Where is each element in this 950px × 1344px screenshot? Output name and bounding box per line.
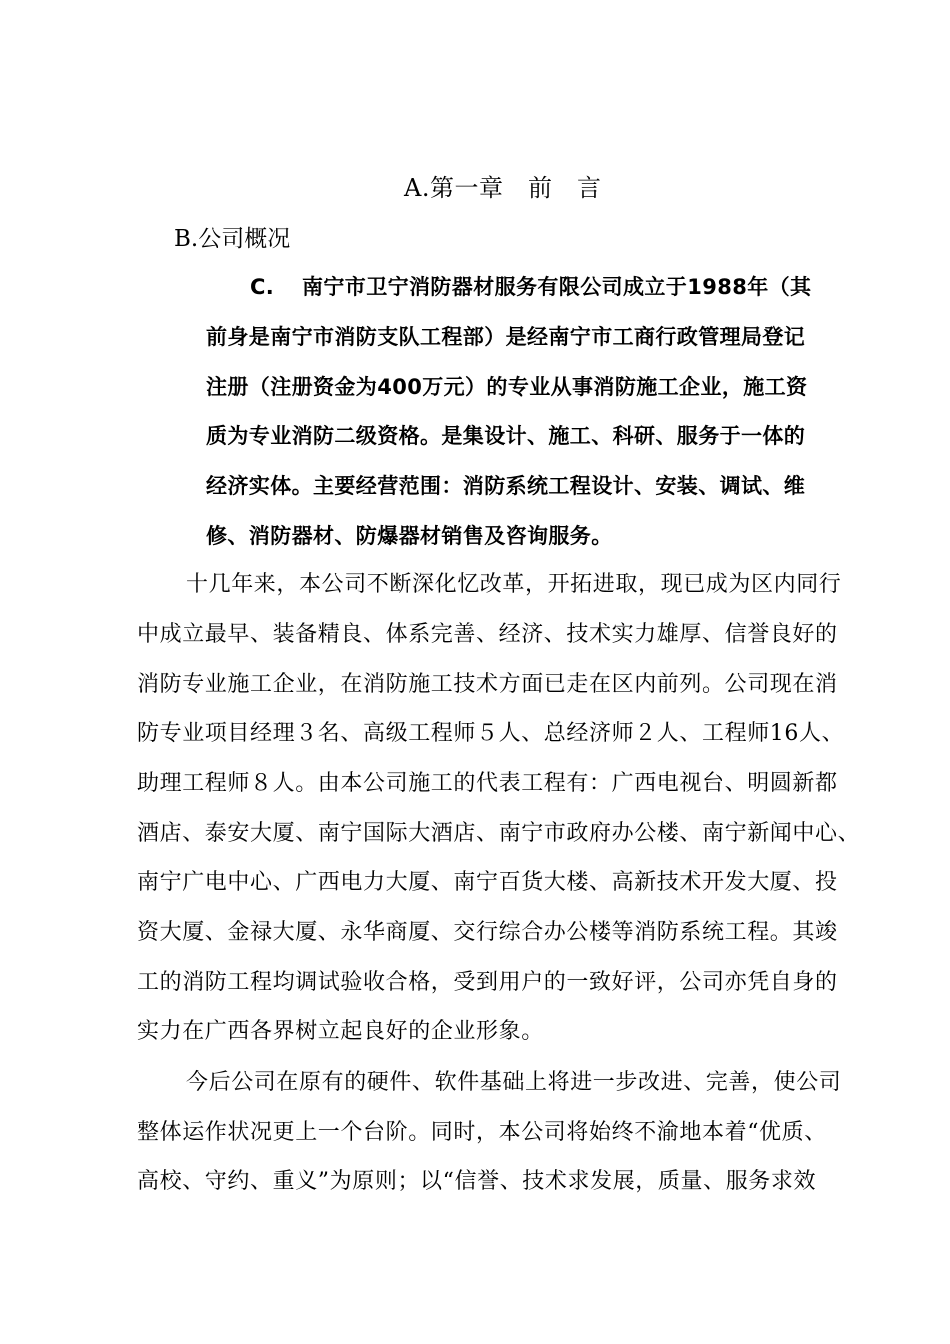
future-line-2: 整体运作状况更上一个台阶。同时，本公司将始终不渝地本着“优质、	[137, 1120, 827, 1145]
history-line-2: 中成立最早、装备精良、体系完善、经济、技术实力雄厚、信誉良好的	[137, 622, 838, 647]
history-line-3: 消防专业施工企业，在消防施工技术方面已走在区内前列。公司现在消	[137, 672, 838, 697]
history-line-9: 工的消防工程均调试验收合格，受到用户的一致好评，公司亦凭自身的	[137, 970, 838, 995]
history-line-8: 资大厦、金禄大厦、永华商厦、交行综合办公楼等消防系统工程。其竣	[137, 920, 838, 945]
history-line-4: 防专业项目经理３名、高级工程师５人、总经济师２人、工程师16人、	[137, 721, 845, 746]
history-line-6: 酒店、泰安大厦、南宁国际大酒店、南宁市政府办公楼、南宁新闻中心、	[137, 821, 861, 846]
intro-line-5: 经济实体。主要经营范围：消防系统工程设计、安装、调试、维	[206, 474, 806, 498]
intro-line-3: 注册（注册资金为400万元）的专业从事消防施工企业，施工资	[206, 375, 808, 399]
history-line-7: 南宁广电中心、广西电力大厦、南宁百货大楼、高新技术开发大厦、投	[137, 870, 838, 895]
future-line-1: 今后公司在原有的硬件、软件基础上将进一步改进、完善，使公司	[186, 1070, 842, 1095]
intro-line-1	[250, 272, 811, 302]
history-line-1: 十几年来，本公司不断深化忆改革，开拓进取，现已成为区内同行	[186, 572, 842, 597]
chapter-title: A.第一章 前 言	[404, 174, 602, 202]
history-line-5: 助理工程师８人。由本公司施工的代表工程有：广西电视台、明圆新都	[137, 771, 838, 796]
intro-line-4: 质为专业消防二级资格。是集设计、施工、科研、服务于一体的	[206, 424, 806, 448]
history-line-10: 实力在广西各界树立起良好的企业形象。	[137, 1019, 544, 1044]
intro-line-text: 南宁市卫宁消防器材服务有限公司成立于1988年（其	[302, 275, 812, 299]
intro-line-2: 前身是南宁市消防支队工程部）是经南宁市工商行政管理局登记	[206, 325, 806, 349]
future-line-3: 高校、守约、重义”为原则；以“信誉、技术求发展，质量、服务求效	[137, 1169, 817, 1194]
intro-line-6: 修、消防器材、防爆器材销售及咨询服务。	[206, 524, 613, 548]
section-heading: B.公司概况	[174, 226, 291, 252]
list-marker: C.	[250, 275, 275, 299]
